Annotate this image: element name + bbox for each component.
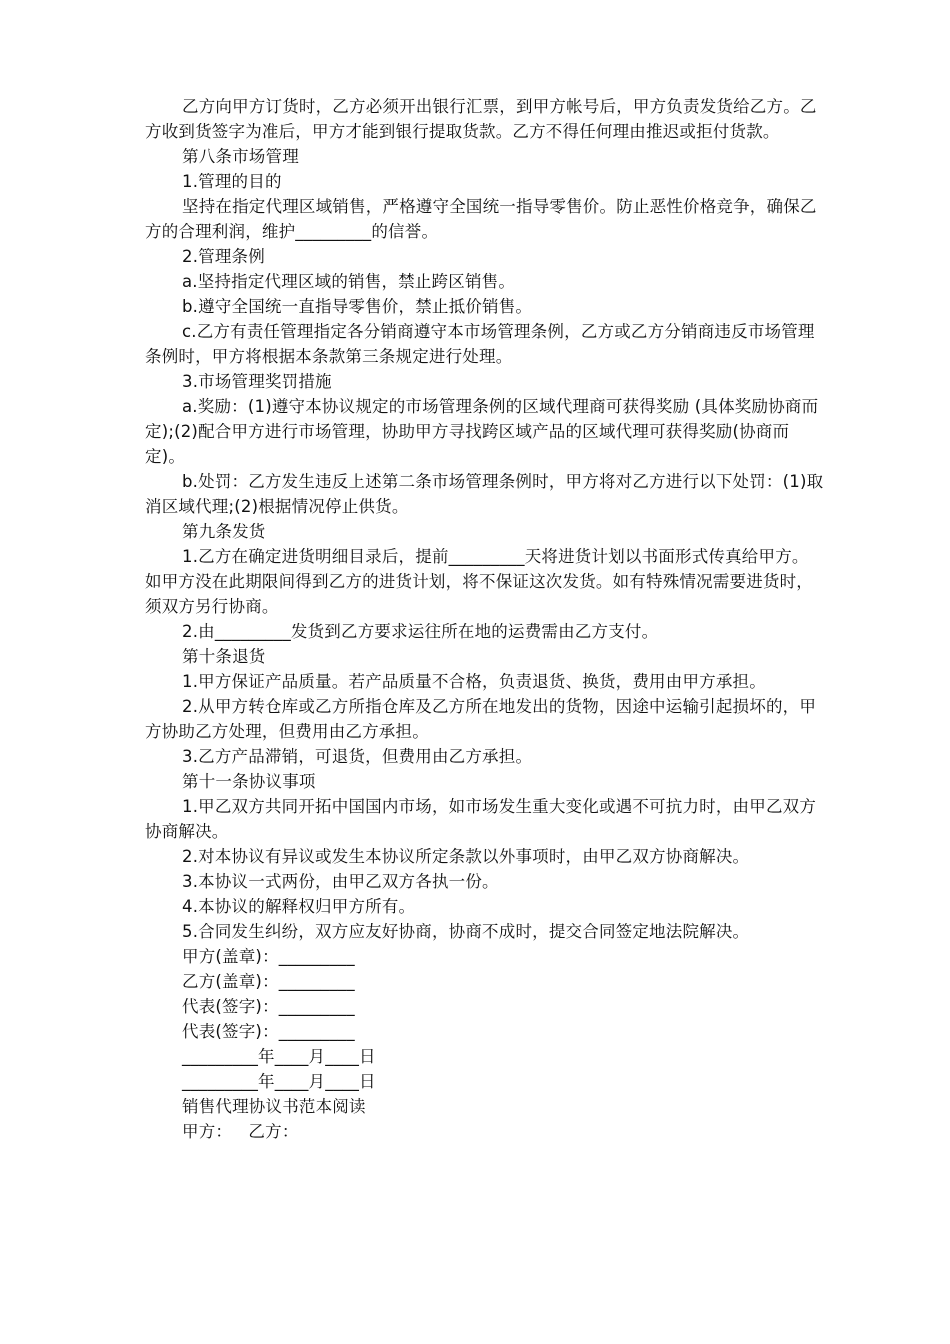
rule-a: a.坚持指定代理区域的销售，禁止跨区销售。: [182, 272, 516, 291]
representative-signature-line-1: 代表(签字)：_________: [182, 997, 355, 1016]
shipping-clause-1: 1.乙方在确定进货明细目录后，提前_________天将进货计划以书面形式传真给甲方。如甲方没在此期限间得到乙方的进货计划，将不保证这次发货。如有特殊情况需要进货时，须双方另行协商。: [145, 547, 813, 616]
party-b-seal-line: 乙方(盖章)：_________: [182, 972, 355, 991]
rule-b: b.遵守全国统一直指导零售价，禁止抵价销售。: [182, 297, 533, 316]
party-a-seal-line: 甲方(盖章)：_________: [182, 947, 355, 966]
date-line-1: _________年____月____日: [182, 1047, 376, 1066]
parties-line: 甲方： 乙方：: [182, 1122, 299, 1141]
agreement-clause-5: 5.合同发生纠纷，双方应友好协商，协商不成时，提交合同签定地法院解决。: [182, 922, 750, 941]
subheading-management-purpose: 1.管理的目的: [182, 172, 282, 191]
return-clause-1: 1.甲方保证产品质量。若产品质量不合格，负责退货、换货，费用由甲方承担。: [182, 672, 766, 691]
agreement-clause-2: 2.对本协议有异议或发生本协议所定条款以外事项时，由甲乙双方协商解决。: [182, 847, 750, 866]
paragraph-penalties: b.处罚：乙方发生违反上述第二条市场管理条例时，甲方将对乙方进行以下处罚：(1)取消区域代理;(2)根据情况停止供货。: [145, 472, 824, 516]
sample-title: 销售代理协议书范本阅读: [182, 1097, 366, 1116]
article-10-heading: 第十条退货: [182, 647, 266, 666]
shipping-clause-2: 2.由_________发货到乙方要求运往所在地的运费需由乙方支付。: [182, 622, 659, 641]
return-clause-2: 2.从甲方转仓库或乙方所指仓库及乙方所在地发出的货物，因途中运输引起损坏的，甲方协助乙方处理，但费用由乙方承担。: [145, 697, 817, 741]
paragraph-payment-terms: 乙方向甲方订货时，乙方必须开出银行汇票，到甲方帐号后，甲方负责发货给乙方。乙方收到货签字为准后，甲方才能到银行提取货款。乙方不得任何理由推迟或拒付货款。: [145, 97, 817, 141]
rule-c: c.乙方有责任管理指定各分销商遵守本市场管理条例，乙方或乙方分销商违反市场管理条例时，甲方将根据本条款第三条规定进行处理。: [145, 322, 815, 366]
agreement-clause-1: 1.甲乙双方共同开拓中国国内市场，如市场发生重大变化或遇不可抗力时，由甲乙双方协商解决。: [145, 797, 817, 841]
return-clause-3: 3.乙方产品滞销，可退货，但费用由乙方承担。: [182, 747, 533, 766]
subheading-management-rules: 2.管理条例: [182, 247, 265, 266]
article-9-heading: 第九条发货: [182, 522, 266, 541]
date-line-2: _________年____月____日: [182, 1072, 376, 1091]
agreement-clause-3: 3.本协议一式两份，由甲乙双方各执一份。: [182, 872, 499, 891]
subheading-rewards-penalties: 3.市场管理奖罚措施: [182, 372, 332, 391]
article-11-heading: 第十一条协议事项: [182, 772, 316, 791]
agreement-clause-4: 4.本协议的解释权归甲方所有。: [182, 897, 416, 916]
paragraph-rewards: a.奖励：(1)遵守本协议规定的市场管理条例的区域代理商可获得奖励 (具体奖励协商而定);(2)配合甲方进行市场管理，协助甲方寻找跨区域产品的区域代理可获得奖励(协商而定)。: [145, 397, 819, 466]
paragraph-management-purpose: 坚持在指定代理区域销售，严格遵守全国统一指导零售价。防止恶性价格竞争，确保乙方的合理利润，维护_________的信誉。: [145, 197, 817, 241]
document-body: [145, 94, 825, 1144]
article-8-heading: 第八条市场管理: [182, 147, 299, 166]
representative-signature-line-2: 代表(签字)：_________: [182, 1022, 355, 1041]
